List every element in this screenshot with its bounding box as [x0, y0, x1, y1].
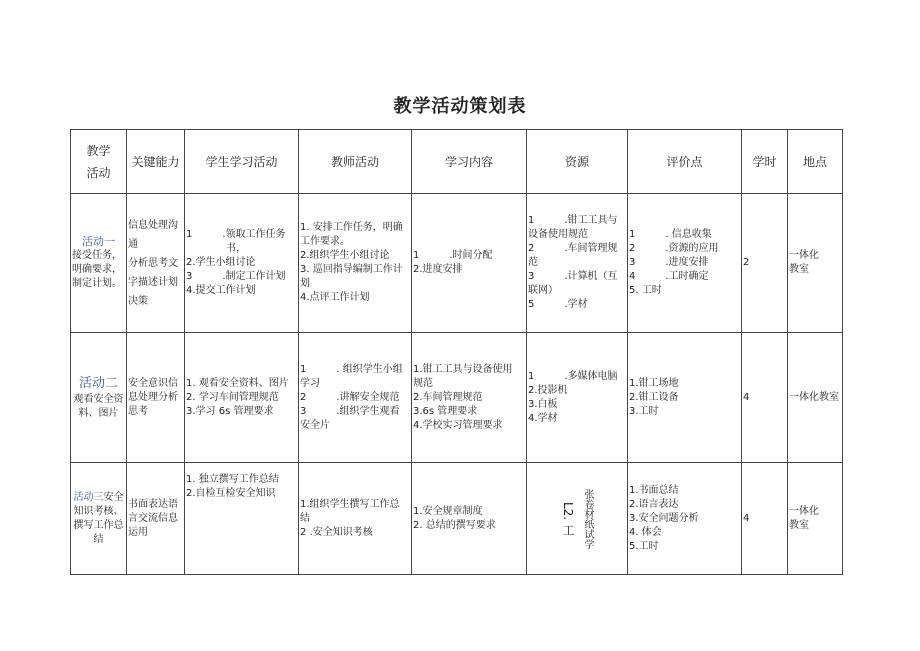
resources-cell: 1 .钳工工具与 设备使用规范 2 .车间管理规 范 3 .计算机（互 联网） 5 .学材 [527, 194, 628, 333]
activity-desc: 接受任务，明确要求，制定计划。 [72, 250, 122, 289]
teacher-activity-cell: 1 . 组织学生小组 学习 2 .讲解安全规范 3 .组织学生观看 安全片 [299, 333, 412, 463]
header-resources: 资源 [527, 130, 628, 194]
learning-content-cell: 1 .时间分配 2.进度安排 [412, 194, 527, 333]
activity-name: 活动一 [82, 235, 115, 248]
header-key-ability: 关键能力 [127, 130, 185, 194]
activity-cell [71, 194, 127, 333]
table-row [71, 333, 843, 463]
table-row [71, 463, 843, 575]
header-learning-content: 学习内容 [412, 130, 527, 194]
hours-cell: 4 [742, 463, 788, 575]
place-cell: 一体化 教室 [788, 194, 843, 333]
student-activity-cell: 1. 独立撰写工作总结 2.自检互检安全知识 [185, 463, 299, 575]
activity-desc: 安全知识考核、撰写工作总结 [73, 491, 124, 545]
key-ability-cell: 信息处理沟 通 分析思考文 字描述计划 决策 [127, 194, 185, 333]
learning-content-cell: 1.钳工工具与设备使用 规范 2.车间管理规范 3.6s 管理要求 4.学校实习管理要求 [412, 333, 527, 463]
header-row [71, 130, 843, 194]
activity-name: 活动二 [78, 375, 118, 391]
student-activity-cell: 1. 观看安全资料、图片 2. 学习车间管理规范 3.学习 6s 管理要求 [185, 333, 299, 463]
resources-cell [527, 463, 628, 575]
header-hours: 学时 [742, 130, 788, 194]
evaluation-cell: 1 . 信息收集 2 .资源的应用 3 .进度安排 4 .工时确定 5. 工时 [628, 194, 742, 333]
evaluation-cell: 1.书面总结 2.语言表达 3.安全问题分析 4. 体会 5.工时 [628, 463, 742, 575]
activity-desc: 观看安全资料、图片 [73, 393, 124, 419]
teacher-activity-cell: 1.组织学生撰写工作总 结 2 .安全知识考核 [299, 463, 412, 575]
key-ability-cell: 书面表达语 言交流信息 运用 [127, 463, 185, 575]
table-row [71, 194, 843, 333]
header-evaluation: 评价点 [628, 130, 742, 194]
header-teacher-activity: 教师活动 [299, 130, 412, 194]
resources-cell: 1 .多媒体电脑 2.投影机 3.白板 4.学材 [527, 333, 628, 463]
activity-name: 活动三 [73, 491, 104, 503]
key-ability-cell: 安全意识信 息处理分析 思考 [127, 333, 185, 463]
header-activity: 教学 活动 [71, 130, 127, 194]
student-activity-cell: 1 .领取工作任务 书， 2.学生小组讨论 3 .制定工作计划 4.提交工作计划 [185, 194, 299, 333]
page-title: 教学活动策划表 [393, 96, 527, 117]
hours-cell: 2 [742, 194, 788, 333]
place-cell: 一体化教室 [788, 333, 843, 463]
resources-l2-text: L2. 工 [561, 501, 575, 536]
header-place: 地点 [788, 130, 843, 194]
learning-content-cell: 1.安全规章制度 2. 总结的撰写要求 [412, 463, 527, 575]
place-cell: 一体化 教室 [788, 463, 843, 575]
activity-cell [71, 463, 127, 575]
teacher-activity-cell: 1. 安排工作任务，明确 工作要求。 2.组织学生小组讨论 3. 巡回指导编制工作计 划 4.点评工作计划 [299, 194, 412, 333]
activity-plan-table [70, 129, 843, 575]
hours-cell: 4 [742, 333, 788, 463]
activity-cell [71, 333, 127, 463]
resources-vertical-text: 张卷材纸试学 [582, 488, 593, 549]
header-student-activity: 学生学习活动 [185, 130, 299, 194]
evaluation-cell: 1.钳工场地 2.钳工设备 3.工时 [628, 333, 742, 463]
